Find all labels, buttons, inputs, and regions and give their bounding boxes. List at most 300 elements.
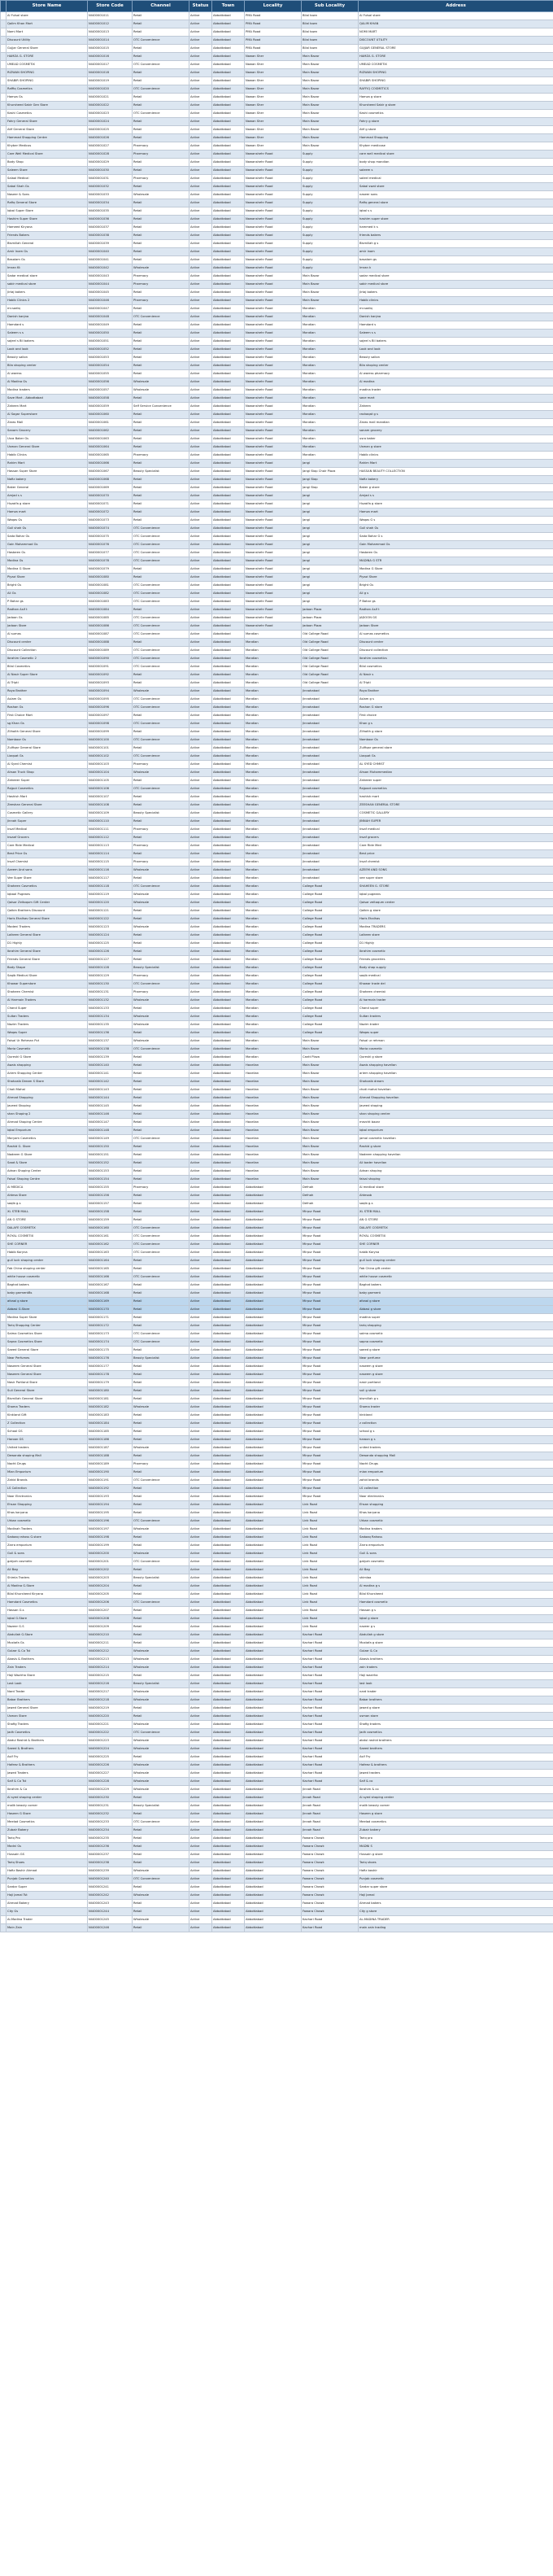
table-row[interactable] <box>1 1680 553 1688</box>
table-row[interactable] <box>1 1526 553 1534</box>
table-row[interactable] <box>1 435 553 443</box>
table-row[interactable] <box>1 883 553 891</box>
table-row[interactable] <box>1 273 553 281</box>
table-row[interactable] <box>1 1151 553 1159</box>
table-row[interactable] <box>1 842 553 850</box>
table-row[interactable] <box>1 28 553 37</box>
table-row[interactable] <box>1 370 553 378</box>
table-row[interactable] <box>1 1566 553 1574</box>
cell-status: Active <box>189 744 212 753</box>
table-row[interactable] <box>1 989 553 997</box>
cell-store-code: NI400001172 <box>88 1322 133 1330</box>
table-row[interactable] <box>1 1745 553 1753</box>
table-row[interactable] <box>1 1875 553 1884</box>
table-row[interactable] <box>1 557 553 565</box>
table-row[interactable] <box>1 1184 553 1192</box>
table-row[interactable] <box>1 964 553 972</box>
table-row[interactable] <box>1 94 553 102</box>
table-row[interactable] <box>1 907 553 915</box>
table-row[interactable] <box>1 1054 553 1062</box>
table-row[interactable] <box>1 1460 553 1469</box>
table-row[interactable] <box>1 1469 553 1477</box>
cell-store-code: NI400001080 <box>88 574 133 582</box>
table-row[interactable] <box>1 525 553 533</box>
table-row[interactable] <box>1 77 553 85</box>
header-store-code[interactable]: Store Code <box>88 1 133 12</box>
table-row[interactable] <box>1 818 553 826</box>
cell-store-code: NI400001130 <box>88 980 133 989</box>
table-row[interactable] <box>1 1705 553 1713</box>
table-row[interactable] <box>1 281 553 289</box>
table-row[interactable] <box>1 330 553 338</box>
table-row[interactable] <box>1 1233 553 1241</box>
cell-sub-locality: Link Road <box>302 1607 359 1615</box>
table-row[interactable] <box>1 1485 553 1493</box>
header-locality[interactable]: Locality <box>245 1 302 12</box>
table-row[interactable] <box>1 622 553 631</box>
table-row[interactable] <box>1 264 553 273</box>
table-row[interactable] <box>1 744 553 753</box>
table-row[interactable] <box>1 1713 553 1721</box>
cell-store-name: Ali Gs <box>7 590 88 598</box>
table-row[interactable] <box>1 1583 553 1591</box>
table-row[interactable] <box>1 1127 553 1135</box>
table-row[interactable] <box>1 1664 553 1672</box>
table-row[interactable] <box>1 476 553 484</box>
cell-store-name: Al Sagar Superstore <box>7 411 88 419</box>
cell-sub-locality: Kachari Road <box>302 1924 359 1932</box>
table-row[interactable] <box>1 1648 553 1656</box>
table-row[interactable] <box>1 582 553 590</box>
cell-row-marker <box>1 1794 7 1802</box>
table-row[interactable] <box>1 216 553 224</box>
table-row[interactable] <box>1 159 553 167</box>
table-row[interactable] <box>1 313 553 321</box>
table-row[interactable] <box>1 932 553 940</box>
table-row[interactable] <box>1 1371 553 1379</box>
table-row[interactable] <box>1 452 553 460</box>
table-row[interactable] <box>1 598 553 606</box>
table-row[interactable] <box>1 500 553 509</box>
header-town[interactable]: Town <box>212 1 245 12</box>
table-row[interactable] <box>1 1639 553 1648</box>
table-row[interactable] <box>1 1656 553 1664</box>
table-row[interactable] <box>1 1908 553 1916</box>
cell-address: hammed k s <box>359 224 553 232</box>
table-row[interactable] <box>1 12 553 20</box>
table-row[interactable] <box>1 1477 553 1485</box>
cell-row-marker <box>1 346 7 354</box>
cell-status: Active <box>189 940 212 948</box>
table-row[interactable] <box>1 1208 553 1216</box>
table-row[interactable] <box>1 736 553 744</box>
table-row[interactable] <box>1 1428 553 1436</box>
table-row[interactable] <box>1 321 553 330</box>
table-row[interactable] <box>1 207 553 216</box>
table-row[interactable] <box>1 956 553 964</box>
table-row[interactable] <box>1 1062 553 1070</box>
table-row[interactable] <box>1 915 553 923</box>
table-row[interactable] <box>1 1851 553 1859</box>
table-row[interactable] <box>1 395 553 403</box>
header-address[interactable]: Address <box>359 1 553 12</box>
table-row[interactable] <box>1 1387 553 1395</box>
table-row[interactable] <box>1 1827 553 1835</box>
table-row[interactable] <box>1 1436 553 1444</box>
table-row[interactable] <box>1 443 553 452</box>
table-row[interactable] <box>1 1379 553 1387</box>
table-row[interactable] <box>1 1241 553 1249</box>
table-row[interactable] <box>1 826 553 834</box>
cell-store-code: NI400001055 <box>88 370 133 378</box>
table-row[interactable] <box>1 1843 553 1851</box>
cell-channel: Retail <box>133 1753 189 1762</box>
table-row[interactable] <box>1 1249 553 1257</box>
table-row[interactable] <box>1 1102 553 1111</box>
table-row[interactable] <box>1 1672 553 1680</box>
table-row[interactable] <box>1 1542 553 1550</box>
table-row[interactable] <box>1 142 553 151</box>
table-row[interactable] <box>1 679 553 688</box>
table-row[interactable] <box>1 1517 553 1526</box>
table-row[interactable] <box>1 1550 553 1558</box>
cell-store-code: NI400001196 <box>88 1517 133 1526</box>
table-row[interactable] <box>1 151 553 159</box>
table-row[interactable] <box>1 1306 553 1314</box>
cell-channel: Retail <box>133 118 189 126</box>
table-row[interactable] <box>1 1501 553 1509</box>
table-row[interactable] <box>1 671 553 679</box>
table-row[interactable] <box>1 549 553 557</box>
table-row[interactable] <box>1 1176 553 1184</box>
table-row[interactable] <box>1 492 553 500</box>
table-row[interactable] <box>1 1412 553 1420</box>
table-row[interactable] <box>1 753 553 761</box>
cell-status: Active <box>189 679 212 688</box>
table-row[interactable] <box>1 533 553 541</box>
table-row[interactable] <box>1 1802 553 1810</box>
table-row[interactable] <box>1 1688 553 1696</box>
cell-store-code: NI400001104 <box>88 769 133 777</box>
table-row[interactable] <box>1 647 553 655</box>
cell-channel: Retail <box>133 875 189 883</box>
table-row[interactable] <box>1 240 553 248</box>
header-index[interactable] <box>1 1 7 12</box>
table-row[interactable] <box>1 663 553 671</box>
cell-town: Abbottabad <box>212 159 245 167</box>
table-row[interactable] <box>1 354 553 362</box>
table-row[interactable] <box>1 801 553 810</box>
table-row[interactable] <box>1 834 553 842</box>
cell-address: Khawar trade del <box>359 980 553 989</box>
table-row[interactable] <box>1 232 553 240</box>
table-row[interactable] <box>1 517 553 525</box>
table-row[interactable] <box>1 793 553 801</box>
table-row[interactable] <box>1 1355 553 1363</box>
table-row[interactable] <box>1 1631 553 1639</box>
table-row[interactable] <box>1 362 553 370</box>
table-row[interactable] <box>1 1322 553 1330</box>
table-row[interactable] <box>1 728 553 736</box>
table-row[interactable] <box>1 1094 553 1102</box>
table-row[interactable] <box>1 1599 553 1607</box>
table-row[interactable] <box>1 1607 553 1615</box>
cell-store-code: NI400001183 <box>88 1412 133 1420</box>
cell-channel: Retail <box>133 224 189 232</box>
table-row[interactable] <box>1 248 553 256</box>
table-row[interactable] <box>1 1290 553 1298</box>
table-row[interactable] <box>1 688 553 696</box>
table-row[interactable] <box>1 1778 553 1786</box>
table-row[interactable] <box>1 1347 553 1355</box>
table-row[interactable] <box>1 1119 553 1127</box>
cell-store-name: D1 Highly <box>7 940 88 948</box>
cell-store-name: Madina G Store <box>7 565 88 574</box>
table-row[interactable] <box>1 411 553 419</box>
table-row[interactable] <box>1 1078 553 1086</box>
header-store-name[interactable]: Store Name <box>7 1 88 12</box>
table-row[interactable] <box>1 1770 553 1778</box>
table-row[interactable] <box>1 1452 553 1460</box>
table-row[interactable] <box>1 199 553 207</box>
table-row[interactable] <box>1 1404 553 1412</box>
cell-store-name: Discount center <box>7 639 88 647</box>
table-row[interactable] <box>1 565 553 574</box>
table-row[interactable] <box>1 1737 553 1745</box>
table-row[interactable] <box>1 1900 553 1908</box>
table-row[interactable] <box>1 256 553 264</box>
table-row[interactable] <box>1 1143 553 1151</box>
table-row[interactable] <box>1 1721 553 1729</box>
table-row[interactable] <box>1 191 553 199</box>
table-row[interactable] <box>1 785 553 793</box>
table-row[interactable] <box>1 1046 553 1054</box>
table-row[interactable] <box>1 704 553 712</box>
table-row[interactable] <box>1 484 553 492</box>
cell-store-code: NI400001088 <box>88 639 133 647</box>
table-row[interactable] <box>1 297 553 305</box>
table-row[interactable] <box>1 37 553 45</box>
table-row[interactable] <box>1 1395 553 1404</box>
table-row[interactable] <box>1 460 553 468</box>
table-row[interactable] <box>1 53 553 61</box>
table-row[interactable] <box>1 940 553 948</box>
cell-address: hashish mart <box>359 793 553 801</box>
cell-sub-locality: Jinnahabad <box>302 867 359 875</box>
table-row[interactable] <box>1 712 553 720</box>
table-row[interactable] <box>1 1835 553 1843</box>
table-row[interactable] <box>1 590 553 598</box>
table-row[interactable] <box>1 1859 553 1867</box>
cell-row-marker <box>1 321 7 330</box>
table-row[interactable] <box>1 1135 553 1143</box>
table-row[interactable] <box>1 1762 553 1770</box>
cell-row-marker <box>1 940 7 948</box>
table-row[interactable] <box>1 720 553 728</box>
table-row[interactable] <box>1 427 553 435</box>
table-row[interactable] <box>1 1786 553 1794</box>
table-row[interactable] <box>1 1509 553 1517</box>
table-row[interactable] <box>1 1111 553 1119</box>
table-row[interactable] <box>1 1810 553 1818</box>
table-row[interactable] <box>1 1884 553 1892</box>
table-row[interactable] <box>1 167 553 175</box>
table-row[interactable] <box>1 1558 553 1566</box>
table-row[interactable] <box>1 1916 553 1924</box>
table-row[interactable] <box>1 614 553 622</box>
cell-store-code: NI400001049 <box>88 321 133 330</box>
table-row[interactable] <box>1 69 553 77</box>
table-row[interactable] <box>1 1729 553 1737</box>
header-channel[interactable]: Channel <box>133 1 189 12</box>
table-row[interactable] <box>1 183 553 191</box>
table-row[interactable] <box>1 419 553 427</box>
header-sub-locality[interactable]: Sub Locality <box>302 1 359 12</box>
table-row[interactable] <box>1 1013 553 1021</box>
cell-address: Zarra emporium <box>359 1542 553 1550</box>
cell-store-code: NI400001094 <box>88 688 133 696</box>
cell-sub-locality: Main Bazar <box>302 1086 359 1094</box>
table-row[interactable] <box>1 655 553 663</box>
table-row[interactable] <box>1 175 553 183</box>
cell-locality: Nawanshehr Road <box>245 362 302 370</box>
table-row[interactable] <box>1 386 553 395</box>
table-row[interactable] <box>1 1493 553 1501</box>
table-row[interactable] <box>1 891 553 899</box>
cell-status: Active <box>189 923 212 932</box>
table-row[interactable] <box>1 346 553 354</box>
table-row[interactable] <box>1 923 553 932</box>
table-row[interactable] <box>1 20 553 28</box>
table-row[interactable] <box>1 1867 553 1875</box>
cell-store-name: Ali Bag <box>7 1566 88 1574</box>
table-row[interactable] <box>1 1534 553 1542</box>
table-row[interactable] <box>1 1615 553 1623</box>
cell-locality: Abbottabad <box>245 1460 302 1469</box>
table-row[interactable] <box>1 338 553 346</box>
cell-address: Friends groceries <box>359 956 553 964</box>
table-row[interactable] <box>1 1005 553 1013</box>
table-row[interactable] <box>1 61 553 69</box>
table-row[interactable] <box>1 1159 553 1168</box>
cell-channel: Retail <box>133 167 189 175</box>
table-row[interactable] <box>1 1623 553 1631</box>
table-row[interactable] <box>1 1420 553 1428</box>
table-row[interactable] <box>1 867 553 875</box>
table-row[interactable] <box>1 1037 553 1046</box>
cell-status: Active <box>189 883 212 891</box>
cell-store-code: NI400001168 <box>88 1290 133 1298</box>
cell-store-code: NI400001148 <box>88 1127 133 1135</box>
cell-store-name: Tariq Pro <box>7 1835 88 1843</box>
table-row[interactable] <box>1 1225 553 1233</box>
table-row[interactable] <box>1 1029 553 1037</box>
table-row[interactable] <box>1 1257 553 1265</box>
table-row[interactable] <box>1 1192 553 1200</box>
table-row[interactable] <box>1 574 553 582</box>
table-row[interactable] <box>1 85 553 94</box>
cell-sub-locality: Kachari Road <box>302 1770 359 1778</box>
table-row[interactable] <box>1 1574 553 1583</box>
cell-store-code: NI400001162 <box>88 1241 133 1249</box>
table-row[interactable] <box>1 102 553 110</box>
table-row[interactable] <box>1 696 553 704</box>
table-row[interactable] <box>1 1314 553 1322</box>
cell-channel: Retail <box>133 256 189 264</box>
table-row[interactable] <box>1 134 553 142</box>
table-row[interactable] <box>1 1168 553 1176</box>
table-row[interactable] <box>1 631 553 639</box>
cell-locality: Mandian <box>245 980 302 989</box>
table-row[interactable] <box>1 850 553 858</box>
table-row[interactable] <box>1 378 553 386</box>
table-row[interactable] <box>1 997 553 1005</box>
table-row[interactable] <box>1 118 553 126</box>
cell-locality: Nawan Sher <box>245 102 302 110</box>
table-row[interactable] <box>1 224 553 232</box>
cell-row-marker <box>1 1566 7 1574</box>
table-row[interactable] <box>1 1794 553 1802</box>
table-row[interactable] <box>1 777 553 785</box>
table-row[interactable] <box>1 1753 553 1762</box>
table-row[interactable] <box>1 126 553 134</box>
table-row[interactable] <box>1 1444 553 1452</box>
table-row[interactable] <box>1 858 553 867</box>
table-row[interactable] <box>1 1591 553 1599</box>
table-row[interactable] <box>1 509 553 517</box>
table-row[interactable] <box>1 639 553 647</box>
table-row[interactable] <box>1 1265 553 1273</box>
table-row[interactable] <box>1 1363 553 1371</box>
table-row[interactable] <box>1 541 553 549</box>
table-row[interactable] <box>1 1070 553 1078</box>
cell-row-marker <box>1 183 7 191</box>
table-row[interactable] <box>1 761 553 769</box>
table-row[interactable] <box>1 980 553 989</box>
table-row[interactable] <box>1 1696 553 1705</box>
table-row[interactable] <box>1 45 553 53</box>
cell-sub-locality: Kachari Road <box>302 1753 359 1762</box>
table-row[interactable] <box>1 289 553 297</box>
table-row[interactable] <box>1 1216 553 1225</box>
table-row[interactable] <box>1 305 553 313</box>
table-row[interactable] <box>1 110 553 118</box>
table-row[interactable] <box>1 1330 553 1338</box>
table-row[interactable] <box>1 1281 553 1290</box>
table-row[interactable] <box>1 1298 553 1306</box>
table-row[interactable] <box>1 1273 553 1281</box>
table-row[interactable] <box>1 606 553 614</box>
table-row[interactable] <box>1 1021 553 1029</box>
table-row[interactable] <box>1 769 553 777</box>
table-row[interactable] <box>1 875 553 883</box>
cell-sub-locality: Link Road <box>302 1526 359 1534</box>
header-status[interactable]: Status <box>189 1 212 12</box>
table-row[interactable] <box>1 1338 553 1347</box>
table-row[interactable] <box>1 1892 553 1900</box>
table-row[interactable] <box>1 1200 553 1208</box>
cell-store-code: NI400001089 <box>88 647 133 655</box>
table-row[interactable] <box>1 1818 553 1827</box>
table-row[interactable] <box>1 1924 553 1932</box>
table-row[interactable] <box>1 810 553 818</box>
table-row[interactable] <box>1 403 553 411</box>
table-row[interactable] <box>1 972 553 980</box>
table-row[interactable] <box>1 899 553 907</box>
table-row[interactable] <box>1 948 553 956</box>
table-row[interactable] <box>1 468 553 476</box>
table-row[interactable] <box>1 1086 553 1094</box>
